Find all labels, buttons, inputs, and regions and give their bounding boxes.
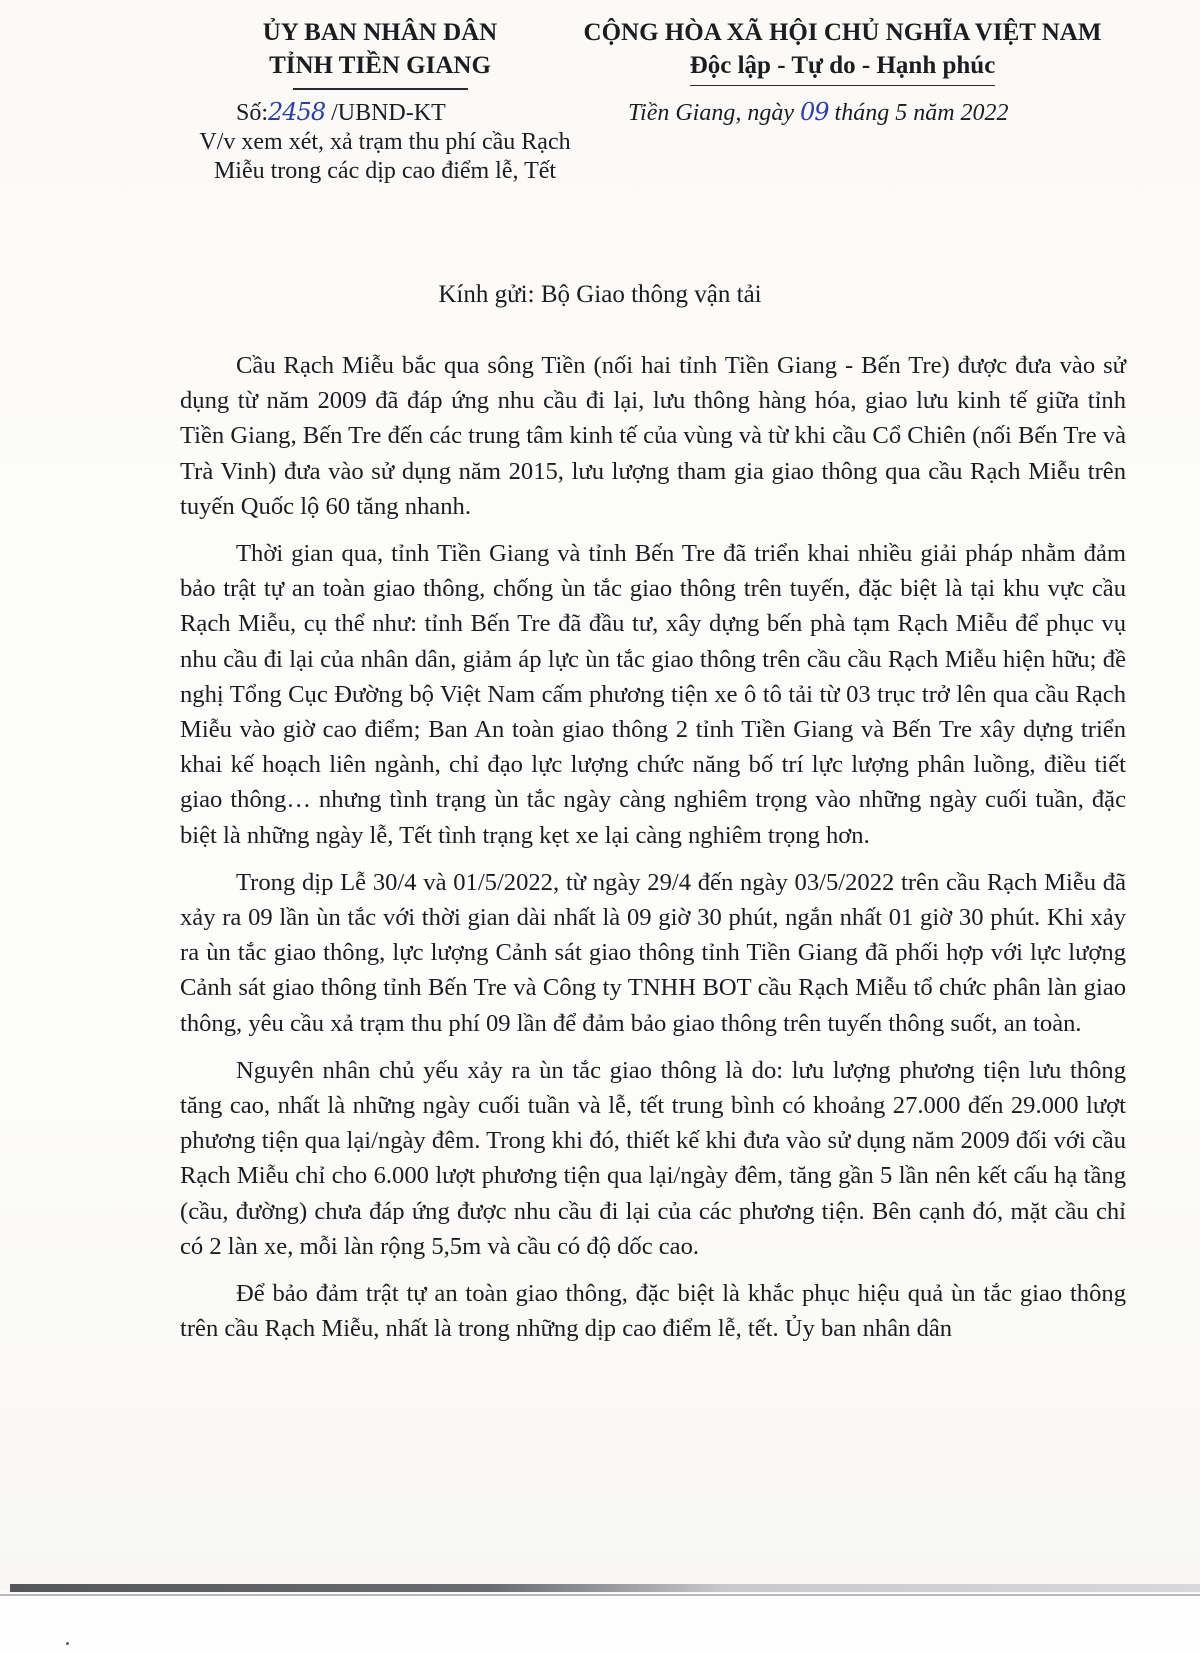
authority-line-1: ỦY BAN NHÂN DÂN: [262, 19, 498, 46]
doc-number-suffix: /UBND-KT: [325, 100, 446, 126]
date-prefix: Tiền Giang, ngày: [628, 100, 800, 126]
body-paragraph: Để bảo đảm trật tự an toàn giao thông, đặc biệt là khắc phục hiệu quả ùn tắc giao thông trên cầu Rạch Miễu, nhất là trong những dịp cao điểm lễ, tết. Ủy ban nhân dân: [180, 1280, 1126, 1343]
national-motto: Độc lập - Tự do - Hạnh phúc: [690, 49, 996, 82]
date-suffix: tháng 5 năm 2022: [828, 100, 1009, 126]
motto-underline: [690, 85, 996, 87]
body-paragraph: Trong dịp Lễ 30/4 và 01/5/2022, từ ngày 29/4 đến ngày 03/5/2022 trên cầu Rạch Miễu đã xảy ra 09 lần ùn tắc với thời gian dài nhất là 09 giờ 30 phút, ngắn nhất 01 giờ 30 phút. Khi xảy ra ùn tắc giao thông, lực lượng Cảnh sát giao thông tỉnh Tiền Giang đã phối hợp với lực lượng Cảnh sát giao thông tỉnh Bến Tre và Công ty TNHH BOT cầu Rạch Miễu tổ chức phân làn giao thông, yêu cầu xả trạm thu phí 09 lần để đảm bảo giao thông trên tuyến thông suốt, an toàn.: [180, 868, 1126, 1037]
national-title-line-1: CỘNG HÒA XÃ HỘI CHỦ NGHĨA VIỆT NAM: [583, 19, 1102, 46]
document-number: [236, 97, 446, 128]
body-paragraph: Thời gian qua, tỉnh Tiền Giang và tỉnh Bến Tre đã triển khai nhiều giải pháp nhằm đảm bảo trật tự an toàn giao thông, chống ùn tắc giao thông trên tuyến, đặc biệt là tại khu vực cầu Rạch Miễu, cụ thể như: tỉnh Bến Tre đã đầu tư, xây dựng bến phà tạm Rạch Miễu để phục vụ nhu cầu đi lại của nhân dân, giảm áp lực ùn tắc giao thông trên cầu cầu Rạch Miễu hiện hữu; đề nghị Tổng Cục Đường bộ Việt Nam cấm phương tiện xe ô tô tải từ 03 trục trở lên qua cầu Rạch Miễu vào giờ cao điểm; Ban An toàn giao thông 2 tỉnh Tiền Giang và Bến Tre xây dựng triển khai kế hoạch liên ngành, chỉ đạo lực lượng chức năng bố trí lực lượng phân luồng, điều tiết giao thông… nhưng tình trạng ùn tắc ngày càng nghiêm trọng vào những ngày cuối tuần, đặc biệt là những ngày lễ, Tết tình trạng kẹt xe lại càng nghiêm trọng hơn.: [180, 540, 1126, 849]
next-page-margin: [0, 1596, 1200, 1654]
document-body: [180, 348, 1126, 1358]
recipient-line: Kính gửi: Bộ Giao thông vận tải: [438, 281, 762, 308]
doc-number-handwritten: 2458: [268, 98, 326, 126]
national-title: [555, 16, 1130, 82]
document-subject: V/v xem xét, xả trạm thu phí cầu Rạch Miễu trong các dịp cao điểm lễ, Tết: [199, 129, 571, 184]
issuing-authority: [180, 16, 580, 82]
scan-edge-shadow: [10, 1584, 1200, 1592]
authority-line-2: TỈNH TIỀN GIANG: [269, 52, 491, 79]
body-paragraph: Cầu Rạch Miễu bắc qua sông Tiền (nối hai tỉnh Tiền Giang - Bến Tre) được đưa vào sử dụng từ năm 2009 đã đáp ứng nhu cầu đi lại, lưu thông hàng hóa, giao lưu kinh tế giữa tỉnh Tiền Giang, Bến Tre đến các trung tâm kinh tế của vùng và từ khi cầu Cổ Chiên (nối Bến Tre và Trà Vinh) đưa vào sử dụng năm 2015, lưu lượng tham gia giao thông qua cầu Rạch Miễu trên tuyến Quốc lộ 60 tăng nhanh.: [180, 352, 1126, 520]
date-day-handwritten: 09: [800, 98, 829, 126]
scan-speck: [66, 1642, 69, 1645]
doc-number-prefix: Số:: [236, 100, 269, 126]
authority-underline: [293, 88, 468, 90]
document-date: [628, 97, 1009, 128]
body-paragraph: Nguyên nhân chủ yếu xảy ra ùn tắc giao thông là do: lưu lượng phương tiện lưu thông tăng cao, nhất là những ngày cuối tuần và lễ, tết trung bình có khoảng 27.000 đến 29.000 lượt phương tiện qua lại/ngày đêm. Trong khi đó, thiết kế khi đưa vào sử dụng năm 2009 đối với cầu Rạch Miễu chỉ cho 6.000 lượt phương tiện qua lại/ngày đêm, tăng gần 5 lần nên kết cấu hạ tầng (cầu, đường) chưa đáp ứng được nhu cầu đi lại của các phương tiện. Bên cạnh đó, mặt cầu chỉ có 2 làn xe, mỗi làn rộng 5,5m và cầu có độ dốc cao.: [180, 1056, 1126, 1260]
